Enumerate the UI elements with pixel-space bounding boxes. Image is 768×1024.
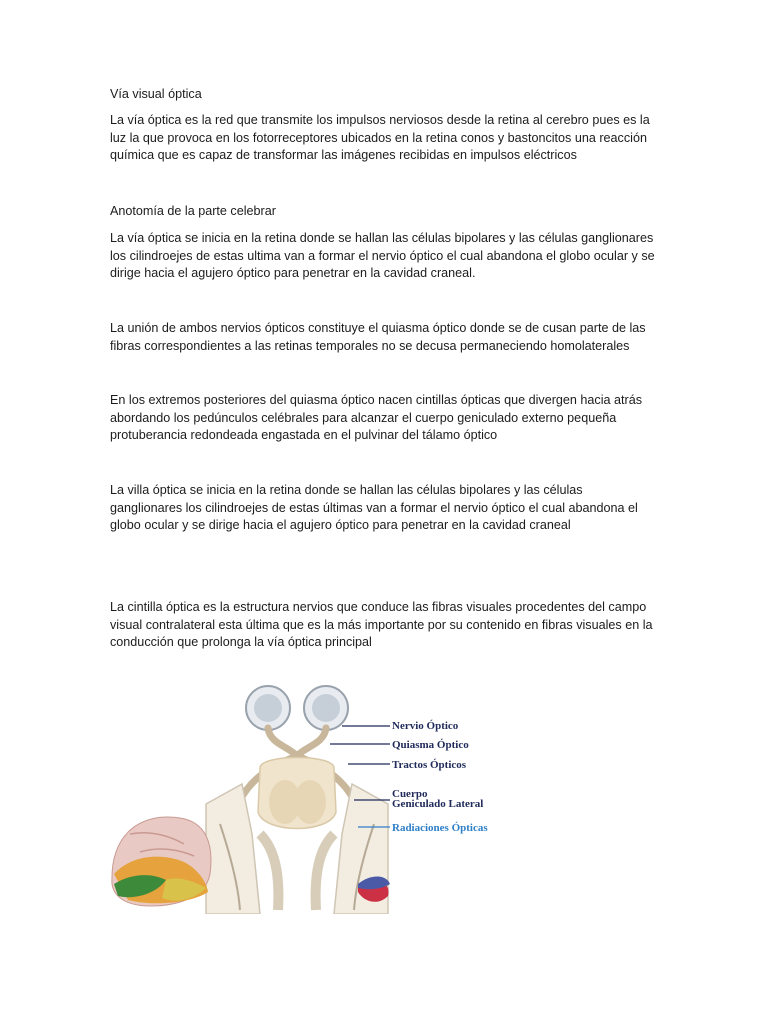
- section-heading: Anotomía de la parte celebrar: [110, 204, 276, 218]
- brain-lateral-view: [112, 817, 211, 906]
- document-title: Vía visual óptica: [110, 87, 202, 101]
- paragraph-1: La vía óptica se inicia en la retina donde se hallan las células bipolares y las células ganglionares los cilindroejes de estas ultima van a formar el nervio óptico el cual abandona el globo ocular y se dirige hacia el agujero óptico para penetrar en la cavidad craneal.: [110, 231, 655, 281]
- label-cuerpo: Cuerpo: [392, 788, 428, 800]
- label-nervio-optico: Nervio Óptico: [392, 720, 459, 732]
- eyeballs: [246, 686, 348, 730]
- label-geniculado-lateral: Geniculado Lateral: [392, 798, 484, 810]
- brainstem: [258, 758, 336, 829]
- label-quiasma-optico: Quiasma Óptico: [392, 739, 469, 751]
- paragraph-2: La unión de ambos nervios ópticos constituye el quiasma óptico donde se de cusan parte de las fibras correspondientes a las retinas temporales no se decusa permaneciendo homolaterales: [110, 321, 646, 353]
- visual-pathway-figure: [110, 684, 522, 914]
- label-tractos-opticos: Tractos Ópticos: [392, 759, 467, 771]
- paragraph-4: La villa óptica se inicia en la retina donde se hallan las células bipolares y las células ganglionares los cilindroejes de estas últimas van a formar el nervio óptico el cual abandona el globo ocular y se dirige hacia el agujero óptico para penetrar en la cavidad craneal: [110, 483, 638, 533]
- paragraph-5: La cintilla óptica es la estructura nervios que conduce las fibras visuales procedentes del campo visual contralateral esta última que es la más importante por su contenido en fibras visuales en la conducción que prolonga la vía óptica principal: [110, 600, 653, 650]
- paragraph-3: En los extremos posteriores del quiasma óptico nacen cintillas ópticas que divergen hacia atrás abordando los pedúnculos celébrales para alcanzar el cuerpo geniculado externo pequeña protuberancia redondeada engastada en el pulvinar del tálamo óptico: [110, 393, 643, 443]
- intro-paragraph: La vía óptica es la red que transmite los impulsos nerviosos desde la retina al cerebro pues es la luz la que provoca en los fotorreceptores ubicados en la retina conos y bastoncitos una reacción química que es capaz de transformar las imágenes recibidas en impulsos eléctricos: [110, 113, 650, 163]
- visual-pathway-diagram: [110, 684, 522, 914]
- label-radiaciones-opticas: Radiaciones Ópticas: [392, 822, 488, 834]
